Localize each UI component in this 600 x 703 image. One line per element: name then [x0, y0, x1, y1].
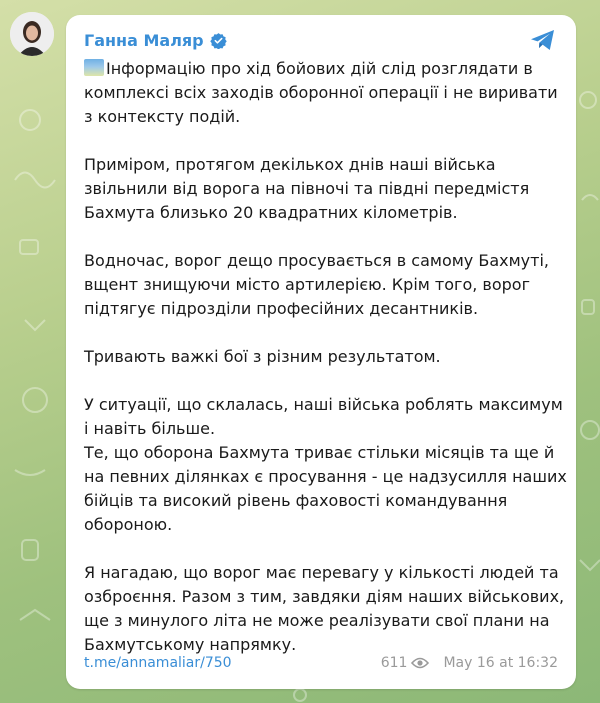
message-bubble: [66, 15, 576, 689]
post-date: May 16 at 16:32: [443, 655, 558, 671]
paragraph: Водночас, ворог дещо просувається в самому Бахмуті, вщент знищуючи місто артилерією. Крім того, ворог підтягує підрозділи професійних десантників.: [84, 251, 549, 318]
author-avatar[interactable]: [10, 12, 54, 56]
telegram-plane-icon[interactable]: [528, 25, 558, 55]
paragraph: Приміром, протягом декількох днів наші війська звільнили від ворога на півночі та півдні передмістя Бахмута близько 20 квадратних кілометрів.: [84, 155, 530, 222]
verified-badge-icon: [210, 32, 227, 49]
eye-icon: [411, 657, 429, 669]
paragraph: У ситуації, що склалась, наші війська роблять максимум і навіть більше.: [84, 395, 563, 438]
paragraph-text: Інформацію про хід бойових дій слід розглядати в комплексі всіх заходів оборонної операції і не виривати з контексту подій.: [84, 59, 558, 126]
post-link[interactable]: t.me/annamaliar/750: [84, 655, 232, 671]
message-footer: [84, 652, 558, 674]
message-header: [84, 27, 227, 53]
author-name[interactable]: Ганна Маляр: [84, 30, 204, 50]
view-count: 611: [380, 655, 408, 671]
message-text: [84, 57, 570, 657]
message-meta: [381, 655, 558, 671]
paragraph: Тривають важкі бої з різним результатом.: [84, 347, 441, 366]
paragraph: Те, що оборона Бахмута триває стільки місяців та ще й на певних ділянках є просування - це надзусилля наших бійців та високий рівень фаховості командування обороною.: [84, 443, 567, 534]
paragraph: Я нагадаю, що ворог має перевагу у кількості людей та озброєння. Разом з тим, завдяки діям наших військових, ще з минулого літа не може реалізувати свої плани на Бахмутському напрямку.: [84, 563, 565, 654]
avatar-image: [10, 12, 54, 56]
paragraph: [84, 57, 570, 129]
ukraine-landscape-emoji: [84, 59, 104, 76]
